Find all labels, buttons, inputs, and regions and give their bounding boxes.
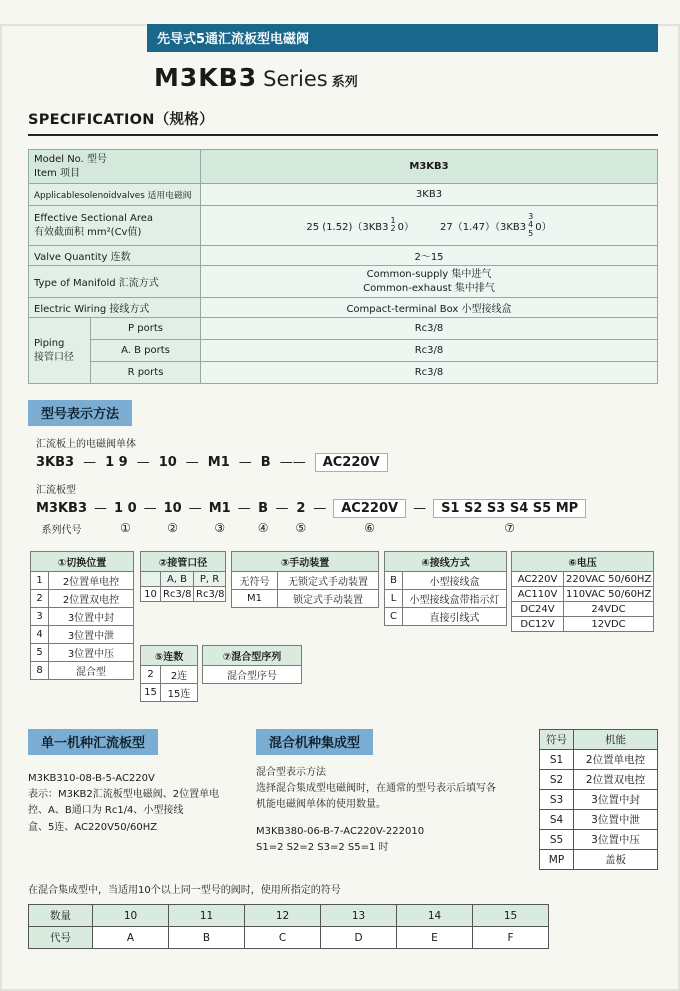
code-separator: —: [185, 455, 199, 470]
symbol-cell: S1: [540, 750, 574, 770]
electric-wiring-value: Compact-terminal Box 小型接线盒: [201, 298, 658, 318]
manifold-code-label: 汇流板型: [36, 485, 76, 496]
series-name: M3KB3: [154, 63, 258, 92]
function-cell: 3位置中压: [574, 830, 658, 850]
specification-heading: [28, 108, 658, 136]
item-label: Item 项目: [34, 167, 80, 179]
table-quantity-code: [28, 904, 549, 949]
code-cell: E: [397, 927, 473, 949]
position-marker: ①: [119, 521, 131, 535]
code-separator: —: [94, 501, 108, 516]
desc-cell: 直接引线式: [403, 608, 507, 626]
code-cell: 5: [31, 644, 49, 662]
table-wiring-type: [384, 551, 507, 626]
table-port-size: [140, 551, 226, 602]
piping-label: Piping 接管口径: [29, 318, 91, 384]
table-switching-position: [30, 551, 134, 680]
symbol-cell: S5: [540, 830, 574, 850]
mixed-type-text: 混合型表示方法 选择混合集成型电磁阀时，在通常的型号表示后填写各 机能电磁阀单体的使用数量。 M3KB380-06-B-7-AC220V-222010 S1=2 S2=2 S3=2 S5=1 时: [256, 765, 534, 856]
code-separator: —: [136, 455, 150, 470]
code-cell: DC24V: [512, 602, 564, 617]
quantity-cell: 10: [93, 905, 169, 927]
code-cell: B: [169, 927, 245, 949]
quantity-cell: 13: [321, 905, 397, 927]
desc-cell: 2连: [161, 666, 198, 684]
code-segment: [433, 499, 586, 535]
code-separator: —: [313, 501, 327, 516]
desc-cell: Rc3/8: [161, 587, 194, 602]
valve-quantity-value: 2～15: [201, 246, 658, 266]
model-code-block: [28, 435, 658, 536]
desc-cell: 2位置双电控: [49, 590, 134, 608]
symbol-cell: S4: [540, 810, 574, 830]
table-symbol-function: [539, 729, 658, 870]
bottom-sections: [28, 729, 658, 870]
code-segment: [333, 499, 406, 535]
code-attribute-tables: [28, 551, 658, 711]
desc-cell: 混合型序号: [203, 666, 302, 684]
sub-header-ab: A, B: [161, 572, 194, 587]
mixed-note: 在混合集成型中，当适用10个以上同一型号的阀时，使用所指定的符号: [28, 885, 341, 896]
voltage-code-box: AC220V: [333, 499, 406, 518]
mixed-symbols-box: S1 S2 S3 S4 S5 MP: [433, 499, 586, 518]
series-code-label: 系列代号: [41, 525, 82, 536]
code-segment: 10 ②: [163, 501, 182, 535]
page-header-bar: [147, 24, 658, 52]
single-type-section: [28, 729, 248, 836]
code-separator: —: [143, 501, 157, 516]
code-separator: —: [275, 501, 289, 516]
desc-cell: 锁定式手动装置: [278, 590, 379, 608]
esa-value-2: 27（1.47）（3KB3 3 4 5 0）: [439, 211, 552, 238]
esa-stack-1: 1 2: [390, 216, 396, 234]
position-marker: ③: [214, 521, 226, 535]
code-segment: M1: [207, 455, 230, 470]
code-segment: 1 9: [105, 455, 128, 470]
effective-area-label: Effective Sectional Area 有效截面积 mm²(Cv值): [29, 206, 201, 246]
series-word: Series: [263, 67, 328, 91]
sub-header-pr: P, R: [194, 572, 226, 587]
spec-header-label-cell: [29, 150, 201, 184]
desc-cell: 220VAC 50/60HZ: [564, 572, 654, 587]
page-title: 先导式5通汇流板型电磁阀: [157, 32, 310, 47]
desc-cell: 小型接线盒: [403, 572, 507, 590]
code-segment: B ④: [257, 501, 269, 535]
applicable-valves-label: Applicablesolenoidvalves 适用电磁阀: [29, 184, 201, 206]
code-separator: —: [83, 455, 97, 470]
table-title: ⑤连数: [141, 646, 198, 666]
position-marker: ⑥: [364, 521, 376, 535]
code-cell: M1: [232, 590, 278, 608]
code-separator: —: [237, 501, 251, 516]
code-cell: A: [93, 927, 169, 949]
section-label-model-code: 型号表示方法: [28, 400, 132, 426]
table-voltage: [511, 551, 654, 632]
desc-cell: 3位置中压: [49, 644, 134, 662]
valve-quantity-label: Valve Quantity 连数: [29, 246, 201, 266]
table-manual-device: [231, 551, 379, 608]
quantity-cell: 11: [169, 905, 245, 927]
esa-stack-2: 3 4 5: [528, 211, 534, 238]
symbol-cell: S3: [540, 790, 574, 810]
position-marker: ⑦: [504, 521, 516, 535]
table-title: ⑦混合型序列: [203, 646, 302, 666]
function-cell: 2位置单电控: [574, 750, 658, 770]
code-segment: 10: [158, 455, 177, 470]
quantity-cell: 12: [245, 905, 321, 927]
code-segment: B: [260, 455, 271, 470]
desc-cell: 混合型: [49, 662, 134, 680]
series-title: [154, 63, 680, 92]
function-cell: 盖板: [574, 850, 658, 870]
unit-code-label: 汇流板上的电磁阀单体: [36, 439, 136, 450]
code-cell: 15: [141, 684, 161, 702]
table-title: ②接管口径: [141, 552, 226, 572]
manifold-model-code: [36, 499, 658, 536]
symbol-cell: MP: [540, 850, 574, 870]
model-value-cell: M3KB3: [201, 150, 658, 184]
section-label-single-type: 单一机种汇流板型: [28, 729, 158, 755]
code-cell: L: [385, 590, 403, 608]
code-cell: 4: [31, 626, 49, 644]
code-separator: —: [188, 501, 202, 516]
desc-cell: 小型接线盒带指示灯: [403, 590, 507, 608]
code-cell: B: [385, 572, 403, 590]
desc-cell: 15连: [161, 684, 198, 702]
desc-cell: 24VDC: [564, 602, 654, 617]
desc-cell: 3位置中封: [49, 608, 134, 626]
position-marker: ②: [167, 521, 179, 535]
p-ports-value: Rc3/8: [201, 318, 658, 340]
code-cell: 10: [141, 587, 161, 602]
code-cell: 1: [31, 572, 49, 590]
table-mixed-series: [202, 645, 302, 684]
table-title: ③手动装置: [232, 552, 379, 572]
code-cell: 3: [31, 608, 49, 626]
single-type-model: M3KB310-08-B-5-AC220V: [28, 773, 155, 784]
code-cell: C: [385, 608, 403, 626]
desc-cell: 110VAC 50/60HZ: [564, 587, 654, 602]
code-cell: AC110V: [512, 587, 564, 602]
model-no-label: Model No. 型号: [34, 153, 107, 165]
empty-cell: [141, 572, 161, 587]
ab-ports-value: Rc3/8: [201, 340, 658, 362]
esa-value-1: 25 (1.52)（3KB3 1 2 0）: [306, 216, 414, 234]
position-marker: ⑤: [295, 521, 307, 535]
function-header: 机能: [574, 730, 658, 750]
code-cell: F: [473, 927, 549, 949]
table-title: ①切换位置: [31, 552, 134, 572]
code-cell: 8: [31, 662, 49, 680]
mixed-type-subtitle: 混合型表示方法: [256, 767, 326, 778]
mixed-type-section: [256, 729, 534, 856]
ab-ports-label: A. B ports: [91, 340, 201, 362]
table-stations: [140, 645, 198, 702]
specification-heading-text: SPECIFICATION（规格）: [28, 112, 214, 128]
unit-model-code: [36, 453, 658, 472]
function-cell: 2位置双电控: [574, 770, 658, 790]
symbol-cell: S2: [540, 770, 574, 790]
code-separator: —: [413, 501, 427, 516]
series-cn-label: 系列: [331, 75, 358, 90]
code-cell: C: [245, 927, 321, 949]
code-cell: 2: [31, 590, 49, 608]
r-ports-value: Rc3/8: [201, 362, 658, 384]
position-marker: ④: [257, 521, 269, 535]
code-segment: 3KB3: [36, 455, 75, 470]
code-cell: D: [321, 927, 397, 949]
desc-cell: 3位置中泄: [49, 626, 134, 644]
r-ports-label: R ports: [91, 362, 201, 384]
quantity-row-label: 数量: [29, 905, 93, 927]
code-cell: AC220V: [512, 572, 564, 587]
catalog-page: [0, 24, 680, 949]
p-ports-label: P ports: [91, 318, 201, 340]
desc-cell: 无锁定式手动装置: [278, 572, 379, 590]
code-segment: 2 ⑤: [295, 501, 307, 535]
table-title: ④接线方式: [385, 552, 507, 572]
code-segment: 1 0 ①: [114, 501, 137, 535]
function-cell: 3位置中泄: [574, 810, 658, 830]
voltage-code-box: AC220V: [315, 453, 388, 472]
symbol-header: 符号: [540, 730, 574, 750]
effective-area-value: [201, 206, 658, 246]
code-row-label: 代号: [29, 927, 93, 949]
quantity-cell: 15: [473, 905, 549, 927]
page-content: [28, 108, 658, 949]
code-segment: M3KB3 系列代号: [36, 501, 88, 536]
mixed-type-detail: S1=2 S2=2 S3=2 S5=1 时: [256, 841, 389, 853]
function-cell: 3位置中封: [574, 790, 658, 810]
single-type-text: M3KB310-08-B-5-AC220V 表示：M3KB2汇流板型电磁阀、2位置单电 控、A、B通口为 Rc1/4、小型接线 盒、5连、AC220V50/60HZ: [28, 771, 248, 836]
code-separator: —: [238, 455, 252, 470]
code-cell: DC12V: [512, 617, 564, 632]
code-separator: ——: [279, 455, 306, 470]
desc-cell: 2位置单电控: [49, 572, 134, 590]
code-cell: 无符号: [232, 572, 278, 590]
quantity-cell: 14: [397, 905, 473, 927]
desc-cell: 12VDC: [564, 617, 654, 632]
code-cell: 2: [141, 666, 161, 684]
manifold-type-label: Type of Manifold 汇流方式: [29, 266, 201, 298]
symbol-function-section: [539, 729, 658, 870]
mixed-type-model: M3KB380-06-B-7-AC220V-222010: [256, 825, 425, 837]
manifold-type-value: Common-supply 集中进气 Common-exhaust 集中排气: [201, 266, 658, 298]
specification-table: [28, 149, 658, 384]
table-title: ⑥电压: [512, 552, 654, 572]
section-label-mixed-type: 混合机种集成型: [256, 729, 373, 755]
desc-cell: Rc3/8: [194, 587, 226, 602]
code-segment: M1 ③: [208, 501, 231, 535]
electric-wiring-label: Electric Wiring 接线方式: [29, 298, 201, 318]
applicable-valves-value: 3KB3: [201, 184, 658, 206]
